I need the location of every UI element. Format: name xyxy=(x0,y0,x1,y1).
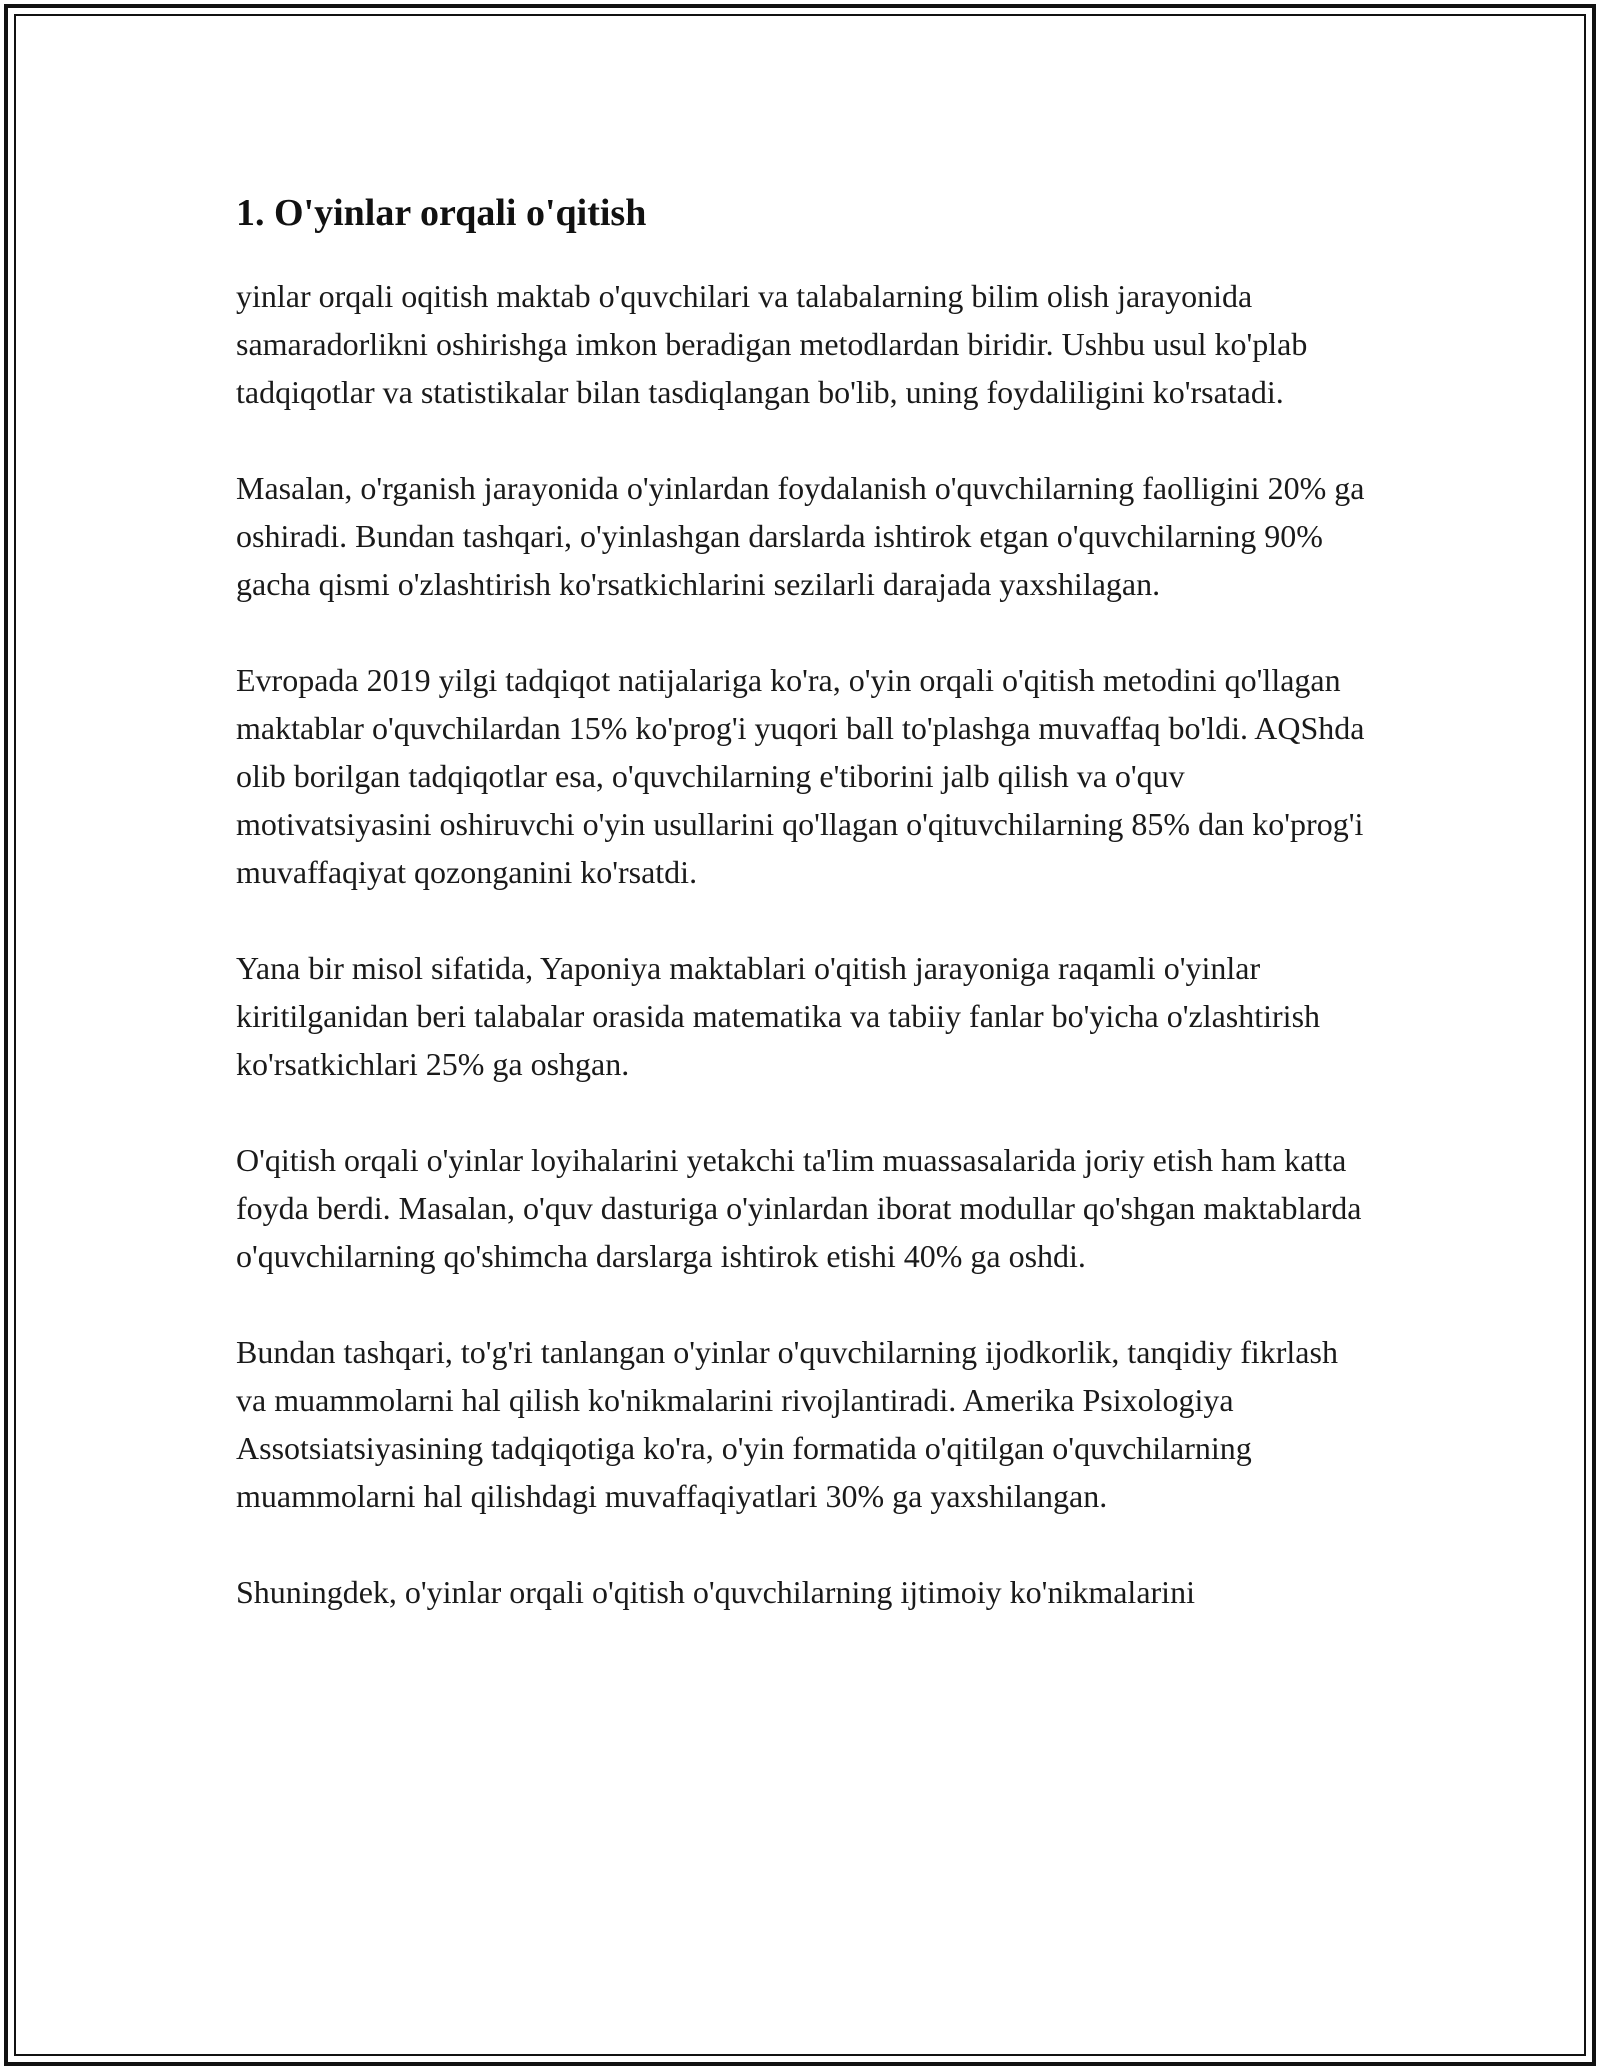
paragraph-skills-development: Bundan tashqari, to'g'ri tanlangan o'yinlar o'quvchilarning ijodkorlik, tanqidiy fikrlash va muammolarni hal qilish ko'nikmalarini rivojlantiradi. Amerika Psixologiya Assotsiatsiyasining tadqiqotiga ko'ra, o'yin formatida o'qitilgan o'quvchilarning muammolarni hal qilishdagi muvaffaqiyatlari 30% ga yaxshilangan. xyxy=(236,1334,1338,1514)
section-heading: 1. O'yinlar orqali o'qitish xyxy=(236,192,647,234)
paragraph-activity-stats: Masalan, o'rganish jarayonida o'yinlardan foydalanish o'quvchilarning faolligini 20% ga oshiradi. Bundan tashqari, o'yinlashgan darslarda ishtirok etgan o'quvchilarning 90% gacha qismi o'zlashtirish ko'rsatkichlarini sezilarli darajada yaxshilagan. xyxy=(236,470,1365,602)
paragraph-europe-usa-research: Evropada 2019 yilgi tadqiqot natijalariga ko'ra, o'yin orqali o'qitish metodini qo'llagan maktablar o'quvchilardan 15% ko'prog'i yuqori ball to'plashga muvaffaq bo'ldi. AQShda olib borilgan tadqiqotlar esa, o'quvchilarning e'tiborini jalb qilish va o'quv motivatsiyasini oshiruvchi o'yin usullarini qo'llagan o'qituvchilarning 85% dan ko'prog'i muvaffaqiyat qozonganini ko'rsatdi. xyxy=(236,662,1365,890)
paragraph-modules-benefit: O'qitish orqali o'yinlar loyihalarini yetakchi ta'lim muassasalarida joriy etish ham katta foyda berdi. Masalan, o'quv dasturiga o'yinlardan iborat modullar qo'shgan maktablarda o'quvchilarning qo'shimcha darslarga ishtirok etishi 40% ga oshdi. xyxy=(236,1142,1362,1274)
paragraph-japan-example: Yana bir misol sifatida, Yaponiya maktablari o'qitish jarayoniga raqamli o'yinlar kiritilganidan beri talabalar orasida matematika va tabiiy fanlar bo'yicha o'zlashtirish ko'rsatkichlari 25% ga oshgan. xyxy=(236,950,1321,1082)
document-body xyxy=(236,186,1376,1664)
paragraph-social-skills: Shuningdek, o'yinlar orqali o'qitish o'quvchilarning ijtimoiy ko'nikmalarini xyxy=(236,1574,1195,1610)
paragraph-intro: yinlar orqali oqitish maktab o'quvchilari va talabalarning bilim olish jarayonida samaradorlikni oshirishga imkon beradigan metodlardan biridir. Ushbu usul ko'plab tadqiqotlar va statistikalar bilan tasdiqlangan bo'lib, uning foydaliligini ko'rsatadi. xyxy=(236,278,1308,410)
